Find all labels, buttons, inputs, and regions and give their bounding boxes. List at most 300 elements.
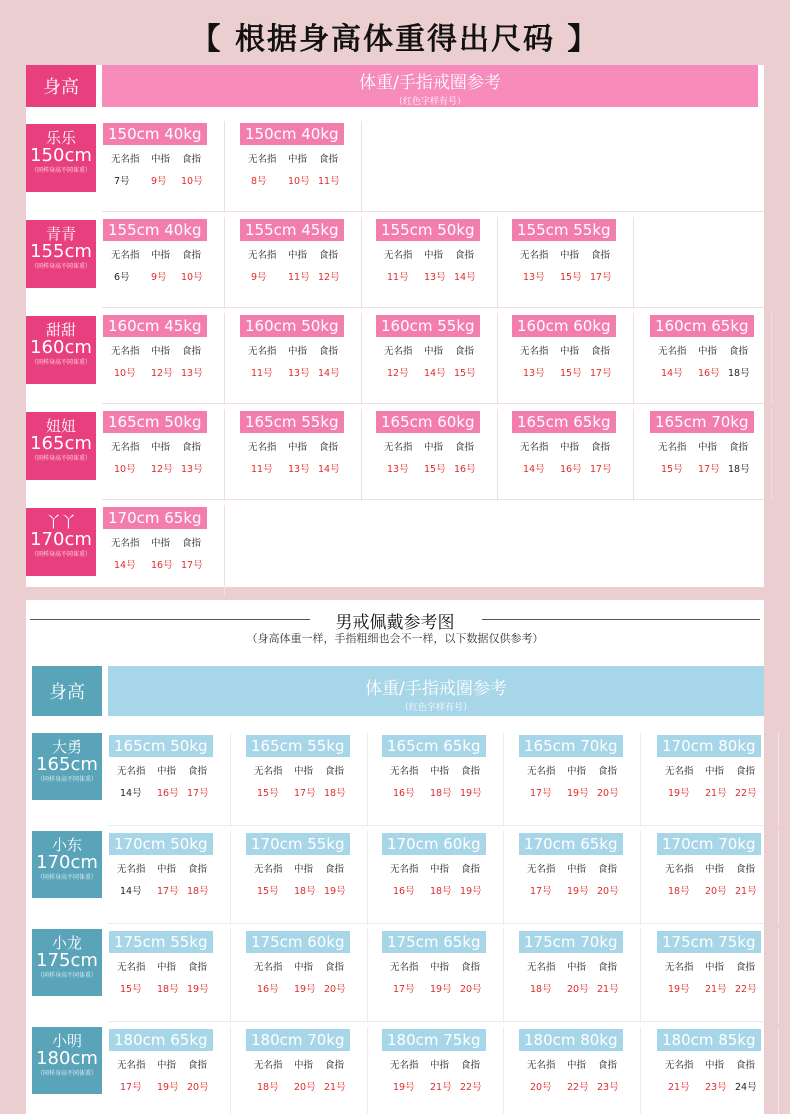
ring-size-value: 17号 <box>120 1082 142 1093</box>
ring-size-value: 15号 <box>257 788 279 799</box>
size-card <box>240 123 370 193</box>
finger-label: 食指 <box>736 864 756 875</box>
size-card <box>382 735 512 805</box>
person-height: 165cm <box>30 433 92 454</box>
finger-label: 无名指 <box>658 442 687 453</box>
ring-sizes <box>650 461 780 475</box>
size-card <box>246 1029 376 1099</box>
row-label <box>32 831 102 898</box>
ring-size-value: 24号 <box>735 1082 757 1093</box>
ring-size-value: 20号 <box>705 886 727 897</box>
ring-sizes <box>109 981 239 995</box>
header-subtitle: （红色字样有号） <box>393 97 466 107</box>
size-card <box>103 219 233 289</box>
ring-sizes <box>246 981 376 995</box>
ring-sizes <box>103 173 233 187</box>
ring-size-value: 10号 <box>181 176 203 187</box>
ring-sizes <box>512 461 642 475</box>
finger-label: 食指 <box>598 766 618 777</box>
finger-label: 食指 <box>182 346 202 357</box>
ring-size-value: 15号 <box>661 464 683 475</box>
finger-labels <box>103 439 233 453</box>
ring-sizes <box>519 785 649 799</box>
height-weight-tag: 160cm 60kg <box>512 315 616 337</box>
column-divider <box>778 929 779 1023</box>
header-title: 体重/手指戒圈参考 <box>359 73 501 93</box>
ring-size-value: 19号 <box>668 984 690 995</box>
ring-size-value: 14号 <box>523 464 545 475</box>
finger-labels <box>650 439 780 453</box>
size-card <box>103 411 233 481</box>
height-weight-tag: 150cm 40kg <box>240 123 344 145</box>
ring-size-value: 11号 <box>251 368 273 379</box>
column-divider <box>367 1027 368 1114</box>
size-card <box>512 219 642 289</box>
ring-size-value: 14号 <box>661 368 683 379</box>
row-label <box>32 929 102 996</box>
ring-size-value: 12号 <box>151 464 173 475</box>
finger-label: 中指 <box>424 346 444 357</box>
finger-label: 无名指 <box>248 250 277 261</box>
finger-label: 食指 <box>455 346 475 357</box>
finger-label: 中指 <box>430 766 450 777</box>
women-size-table <box>26 65 764 587</box>
ring-size-value: 10号 <box>181 272 203 283</box>
finger-labels <box>382 763 512 777</box>
finger-label: 无名指 <box>254 1060 283 1071</box>
ring-size-value: 9号 <box>151 272 167 283</box>
column-divider <box>503 733 504 827</box>
column-divider <box>230 1027 231 1114</box>
finger-labels <box>519 763 649 777</box>
row-divider <box>108 1021 764 1022</box>
ring-sizes <box>657 981 787 995</box>
size-card <box>376 219 506 289</box>
finger-label: 无名指 <box>390 962 419 973</box>
weight-column-header <box>108 666 764 716</box>
ring-sizes <box>109 785 239 799</box>
finger-label: 中指 <box>294 1060 314 1071</box>
size-card <box>246 735 376 805</box>
ring-size-value: 19号 <box>668 788 690 799</box>
finger-label: 无名指 <box>117 962 146 973</box>
ring-size-value: 16号 <box>560 464 582 475</box>
finger-labels <box>382 1057 512 1071</box>
finger-label: 中指 <box>288 442 308 453</box>
finger-label: 食指 <box>319 154 339 165</box>
ring-size-value: 15号 <box>120 984 142 995</box>
size-card <box>376 315 506 385</box>
height-weight-tag: 155cm 50kg <box>376 219 480 241</box>
column-divider <box>361 409 362 501</box>
finger-labels <box>382 959 512 973</box>
ring-size-value: 20号 <box>294 1082 316 1093</box>
row-note: （同样身高不同体重） <box>36 1070 97 1077</box>
finger-labels <box>109 959 239 973</box>
finger-labels <box>376 343 506 357</box>
men-size-table <box>26 600 764 1114</box>
row-note: （同样身高不同体重） <box>30 455 91 462</box>
ring-size-value: 14号 <box>114 560 136 571</box>
ring-size-value: 16号 <box>454 464 476 475</box>
finger-label: 食指 <box>736 766 756 777</box>
finger-label: 中指 <box>567 766 587 777</box>
size-card <box>512 411 642 481</box>
column-divider <box>497 217 498 309</box>
ring-sizes <box>240 461 370 475</box>
ring-sizes <box>519 883 649 897</box>
size-card <box>519 931 649 1001</box>
finger-labels <box>376 439 506 453</box>
finger-label: 无名指 <box>254 962 283 973</box>
finger-label: 食指 <box>319 346 339 357</box>
finger-label: 中指 <box>157 864 177 875</box>
height-weight-tag: 165cm 55kg <box>240 411 344 433</box>
finger-label: 无名指 <box>111 538 140 549</box>
ring-sizes <box>240 269 370 283</box>
ring-size-value: 6号 <box>114 272 130 283</box>
row-divider <box>102 211 764 212</box>
height-weight-tag: 165cm 55kg <box>246 735 350 757</box>
height-weight-tag: 180cm 85kg <box>657 1029 761 1051</box>
finger-labels <box>657 1057 787 1071</box>
finger-labels <box>240 439 370 453</box>
person-height: 150cm <box>30 145 92 166</box>
row-divider <box>102 403 764 404</box>
finger-label: 无名指 <box>390 766 419 777</box>
column-divider <box>361 217 362 309</box>
finger-label: 食指 <box>736 1060 756 1071</box>
person-name: 大勇 <box>51 738 82 756</box>
ring-size-value: 16号 <box>151 560 173 571</box>
header-title: 体重/手指戒圈参考 <box>365 679 507 699</box>
ring-sizes <box>109 883 239 897</box>
finger-labels <box>240 343 370 357</box>
ring-size-value: 18号 <box>187 886 209 897</box>
ring-size-value: 13号 <box>181 368 203 379</box>
finger-labels <box>519 959 649 973</box>
height-weight-tag: 175cm 65kg <box>382 931 486 953</box>
finger-label: 中指 <box>560 250 580 261</box>
ring-size-value: 22号 <box>735 984 757 995</box>
ring-size-value: 22号 <box>735 788 757 799</box>
ring-size-value: 20号 <box>597 886 619 897</box>
finger-label: 中指 <box>705 766 725 777</box>
ring-size-value: 21号 <box>735 886 757 897</box>
finger-label: 食指 <box>736 962 756 973</box>
column-divider <box>633 313 634 405</box>
ring-size-value: 13号 <box>523 272 545 283</box>
ring-size-value: 17号 <box>590 368 612 379</box>
height-weight-tag: 170cm 65kg <box>519 833 623 855</box>
finger-labels <box>246 1057 376 1071</box>
height-weight-tag: 170cm 80kg <box>657 735 761 757</box>
ring-size-value: 13号 <box>523 368 545 379</box>
column-divider <box>640 929 641 1023</box>
column-divider <box>230 929 231 1023</box>
finger-label: 中指 <box>288 154 308 165</box>
size-card <box>650 315 780 385</box>
finger-label: 中指 <box>424 442 444 453</box>
person-height: 165cm <box>36 754 98 775</box>
column-divider <box>367 831 368 925</box>
person-height: 160cm <box>30 337 92 358</box>
height-weight-tag: 175cm 75kg <box>657 931 761 953</box>
finger-label: 食指 <box>598 962 618 973</box>
height-weight-tag: 150cm 40kg <box>103 123 207 145</box>
finger-label: 中指 <box>698 442 718 453</box>
height-weight-tag: 180cm 70kg <box>246 1029 350 1051</box>
ring-sizes <box>376 365 506 379</box>
ring-sizes <box>519 981 649 995</box>
ring-sizes <box>650 365 780 379</box>
ring-size-value: 23号 <box>705 1082 727 1093</box>
row-label <box>32 1027 102 1094</box>
header-subtitle: （红色字样有号） <box>399 703 472 713</box>
ring-size-value: 17号 <box>530 788 552 799</box>
finger-label: 食指 <box>188 766 208 777</box>
ring-size-value: 9号 <box>151 176 167 187</box>
row-note: （同样身高不同体重） <box>30 263 91 270</box>
ring-size-value: 9号 <box>251 272 267 283</box>
row-divider <box>102 499 764 500</box>
ring-size-value: 14号 <box>120 788 142 799</box>
person-name: 小龙 <box>51 934 82 952</box>
size-card <box>103 315 233 385</box>
finger-label: 中指 <box>157 1060 177 1071</box>
ring-size-value: 21号 <box>705 788 727 799</box>
ring-size-value: 18号 <box>157 984 179 995</box>
ring-size-value: 16号 <box>393 886 415 897</box>
person-height: 155cm <box>30 241 92 262</box>
height-weight-tag: 180cm 75kg <box>382 1029 486 1051</box>
ring-size-value: 12号 <box>151 368 173 379</box>
height-weight-tag: 170cm 70kg <box>657 833 761 855</box>
ring-size-value: 8号 <box>251 176 267 187</box>
height-weight-tag: 175cm 60kg <box>246 931 350 953</box>
ring-size-value: 19号 <box>324 886 346 897</box>
column-divider <box>503 1027 504 1114</box>
ring-size-value: 17号 <box>530 886 552 897</box>
finger-label: 无名指 <box>111 346 140 357</box>
ring-size-value: 15号 <box>257 886 279 897</box>
ring-sizes <box>246 785 376 799</box>
finger-label: 中指 <box>151 538 171 549</box>
ring-sizes <box>657 1079 787 1093</box>
finger-label: 食指 <box>461 962 481 973</box>
finger-label: 无名指 <box>384 346 413 357</box>
ring-size-value: 17号 <box>157 886 179 897</box>
column-divider <box>778 733 779 827</box>
finger-label: 食指 <box>461 766 481 777</box>
column-divider <box>640 733 641 827</box>
ring-sizes <box>382 883 512 897</box>
finger-label: 无名指 <box>390 864 419 875</box>
ring-size-value: 12号 <box>318 272 340 283</box>
ring-size-value: 21号 <box>430 1082 452 1093</box>
finger-label: 食指 <box>591 442 611 453</box>
ring-size-value: 18号 <box>530 984 552 995</box>
finger-label: 中指 <box>151 154 171 165</box>
ring-size-value: 21号 <box>597 984 619 995</box>
ring-size-value: 21号 <box>324 1082 346 1093</box>
finger-label: 食指 <box>729 442 749 453</box>
size-card <box>376 411 506 481</box>
finger-label: 无名指 <box>254 864 283 875</box>
height-weight-tag: 160cm 55kg <box>376 315 480 337</box>
ring-sizes <box>657 883 787 897</box>
finger-label: 无名指 <box>111 154 140 165</box>
person-height: 175cm <box>36 950 98 971</box>
finger-labels <box>246 861 376 875</box>
finger-label: 中指 <box>698 346 718 357</box>
finger-label: 无名指 <box>527 864 556 875</box>
row-note: （同样身高不同体重） <box>30 551 91 558</box>
height-weight-tag: 165cm 65kg <box>512 411 616 433</box>
row-note: （同样身高不同体重） <box>36 972 97 979</box>
finger-labels <box>109 1057 239 1071</box>
finger-label: 无名指 <box>384 250 413 261</box>
ring-size-value: 17号 <box>187 788 209 799</box>
ring-size-value: 15号 <box>454 368 476 379</box>
ring-size-value: 17号 <box>393 984 415 995</box>
ring-sizes <box>376 461 506 475</box>
row-divider <box>108 923 764 924</box>
ring-size-value: 16号 <box>393 788 415 799</box>
column-divider <box>224 217 225 309</box>
ring-sizes <box>382 785 512 799</box>
finger-labels <box>650 343 780 357</box>
ring-size-value: 19号 <box>460 886 482 897</box>
ring-sizes <box>103 365 233 379</box>
finger-labels <box>103 343 233 357</box>
height-weight-tag: 160cm 65kg <box>650 315 754 337</box>
ring-sizes <box>240 365 370 379</box>
finger-label: 无名指 <box>384 442 413 453</box>
finger-labels <box>246 763 376 777</box>
finger-label: 中指 <box>151 442 171 453</box>
size-card <box>240 219 370 289</box>
ring-size-value: 19号 <box>430 984 452 995</box>
person-name: 小东 <box>51 836 82 854</box>
finger-label: 食指 <box>461 864 481 875</box>
ring-sizes <box>376 269 506 283</box>
finger-label: 中指 <box>567 864 587 875</box>
size-card <box>512 315 642 385</box>
row-divider <box>108 825 764 826</box>
ring-size-value: 17号 <box>294 788 316 799</box>
finger-labels <box>109 861 239 875</box>
finger-label: 无名指 <box>665 962 694 973</box>
height-weight-tag: 170cm 60kg <box>382 833 486 855</box>
height-weight-tag: 165cm 50kg <box>109 735 213 757</box>
size-card <box>240 315 370 385</box>
ring-size-value: 20号 <box>324 984 346 995</box>
finger-label: 无名指 <box>520 346 549 357</box>
size-card <box>519 833 649 903</box>
ring-size-value: 20号 <box>567 984 589 995</box>
finger-label: 无名指 <box>111 250 140 261</box>
finger-label: 食指 <box>598 864 618 875</box>
size-card <box>519 735 649 805</box>
finger-label: 食指 <box>455 442 475 453</box>
finger-label: 食指 <box>188 1060 208 1071</box>
ring-size-value: 16号 <box>698 368 720 379</box>
ring-size-value: 20号 <box>187 1082 209 1093</box>
row-label <box>26 316 96 384</box>
finger-label: 中指 <box>430 1060 450 1071</box>
column-divider <box>224 313 225 405</box>
finger-labels <box>657 959 787 973</box>
ring-sizes <box>103 461 233 475</box>
column-divider <box>640 1027 641 1114</box>
ring-sizes <box>657 785 787 799</box>
height-weight-tag: 155cm 45kg <box>240 219 344 241</box>
height-weight-tag: 170cm 55kg <box>246 833 350 855</box>
finger-label: 中指 <box>430 864 450 875</box>
person-name: 乐乐 <box>45 129 76 147</box>
height-weight-tag: 170cm 65kg <box>103 507 207 529</box>
column-divider <box>224 409 225 501</box>
ring-size-value: 18号 <box>257 1082 279 1093</box>
finger-labels <box>519 1057 649 1071</box>
finger-label: 食指 <box>598 1060 618 1071</box>
column-divider <box>778 831 779 925</box>
finger-label: 食指 <box>325 1060 345 1071</box>
column-divider <box>640 831 641 925</box>
column-divider <box>771 313 772 405</box>
column-divider <box>230 831 231 925</box>
ring-size-value: 14号 <box>120 886 142 897</box>
finger-label: 无名指 <box>527 1060 556 1071</box>
finger-label: 无名指 <box>248 442 277 453</box>
weight-column-header <box>102 65 758 107</box>
person-height: 170cm <box>36 852 98 873</box>
size-card <box>109 735 239 805</box>
height-weight-tag: 175cm 55kg <box>109 931 213 953</box>
finger-label: 食指 <box>182 250 202 261</box>
finger-label: 食指 <box>325 766 345 777</box>
finger-label: 食指 <box>182 442 202 453</box>
finger-labels <box>519 861 649 875</box>
ring-size-value: 15号 <box>560 368 582 379</box>
height-weight-tag: 165cm 50kg <box>103 411 207 433</box>
height-weight-tag: 160cm 45kg <box>103 315 207 337</box>
finger-label: 中指 <box>705 1060 725 1071</box>
height-weight-tag: 170cm 50kg <box>109 833 213 855</box>
row-label <box>26 412 96 480</box>
finger-labels <box>376 247 506 261</box>
ring-size-value: 18号 <box>668 886 690 897</box>
row-note: （同样身高不同体重） <box>30 167 91 174</box>
finger-label: 无名指 <box>665 1060 694 1071</box>
ring-sizes <box>382 981 512 995</box>
men-section-subtitle: （身高体重一样，手指粗细也会不一样，以下数据仅供参考） <box>246 632 544 645</box>
column-divider <box>224 121 225 213</box>
ring-size-value: 19号 <box>393 1082 415 1093</box>
column-divider <box>497 313 498 405</box>
column-divider <box>778 1027 779 1114</box>
finger-label: 食指 <box>729 346 749 357</box>
finger-label: 中指 <box>567 1060 587 1071</box>
ring-size-value: 11号 <box>387 272 409 283</box>
height-weight-tag: 180cm 80kg <box>519 1029 623 1051</box>
ring-size-value: 19号 <box>157 1082 179 1093</box>
ring-size-value: 15号 <box>560 272 582 283</box>
finger-label: 食指 <box>591 346 611 357</box>
height-weight-tag: 155cm 55kg <box>512 219 616 241</box>
finger-label: 中指 <box>424 250 444 261</box>
